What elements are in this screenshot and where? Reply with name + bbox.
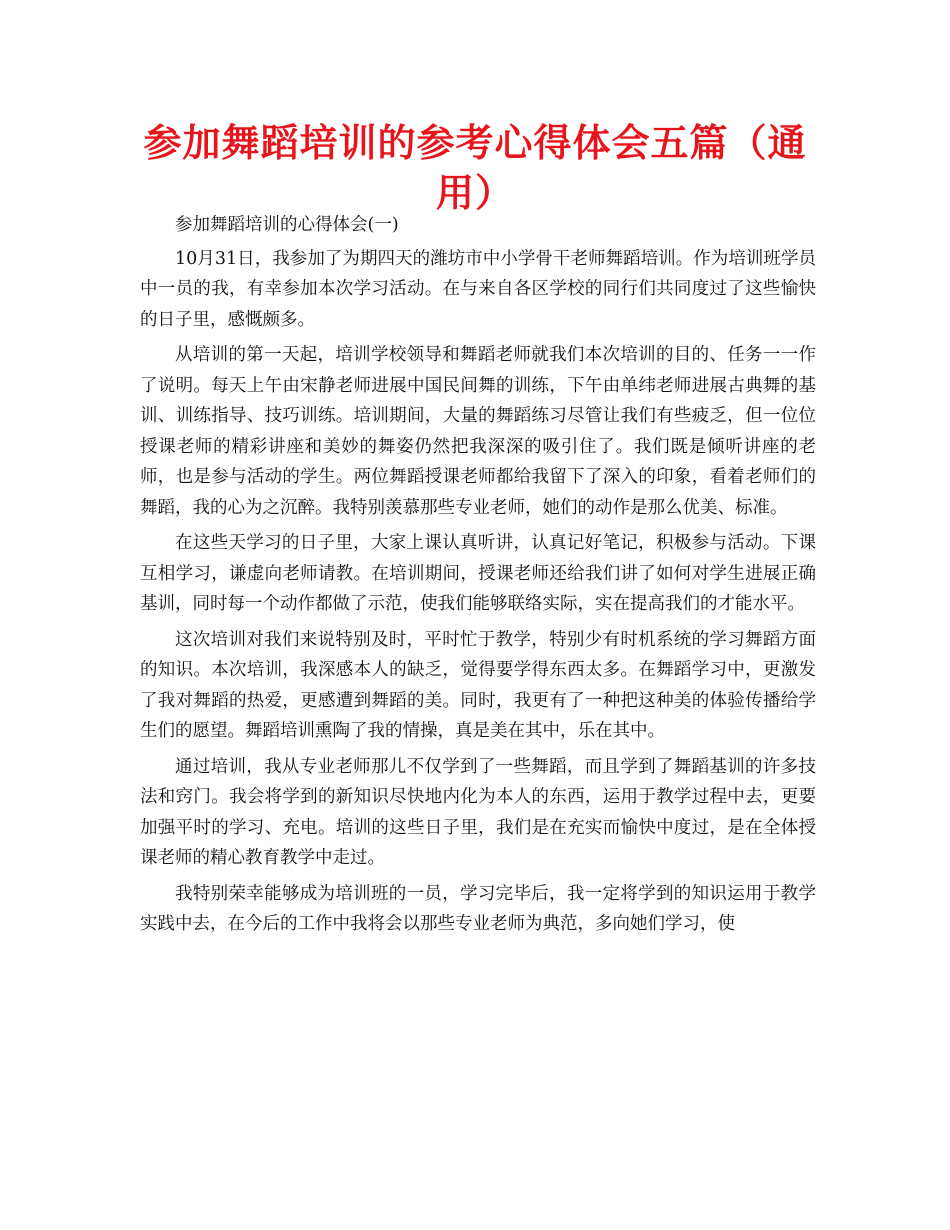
- section-heading: 参加舞蹈培训的心得体会(一): [175, 215, 399, 235]
- document-body: [140, 210, 816, 940]
- paragraph: 在这些天学习的日子里，大家上课认真听讲，认真记好笔记，积极参与活动。下课互相学习，谦虚向老师请教。在培训期间，授课老师还给我们讲了如何对学生进展正确基训，同时每一个动作都做了示范，使我们能够联络实际，实在提高我们的才能水平。: [140, 533, 816, 614]
- paragraph: 从培训的第一天起，培训学校领导和舞蹈老师就我们本次培训的目的、任务一一作了说明。每天上午由宋静老师进展中国民间舞的训练，下午由单纬老师进展古典舞的基训、训练指导、技巧训练。培训期间，大量的舞蹈练习尽管让我们有些疲乏，但一位位授课老师的精彩讲座和美妙的舞姿仍然把我深深的吸引住了。我们既是倾听讲座的老师，也是参与活动的学生。两位舞蹈授课老师都给我留下了深入的印象，看着老师们的舞蹈，我的心为之沉醉。我特别羡慕那些专业老师，她们的动作是那么优美、标准。: [140, 345, 816, 518]
- paragraph: 这次培训对我们来说特别及时，平时忙于教学，特别少有时机系统的学习舞蹈方面的知识。本次培训，我深感本人的缺乏，觉得要学得东西太多。在舞蹈学习中，更激发了我对舞蹈的热爱，更感遭到舞蹈的美。同时，我更有了一种把这种美的体验传播给学生们的愿望。舞蹈培训熏陶了我的情操，真是美在其中，乐在其中。: [140, 629, 816, 741]
- paragraph: 我特别荣幸能够成为培训班的一员，学习完毕后，我一定将学到的知识运用于教学实践中去，在今后的工作中我将会以那些专业老师为典范，多向她们学习，使: [140, 883, 816, 934]
- paragraph: 10月31日，我参加了为期四天的潍坊市中小学骨干老师舞蹈培训。作为培训班学员中一员的我，有幸参加本次学习活动。在与来自各区学校的同行们共同度过了这些愉快的日子里，感慨颇多。: [140, 248, 816, 330]
- document-title: 参加舞蹈培训的参考心得体会五篇（通用）: [143, 121, 807, 215]
- paragraph: 通过培训，我从专业老师那儿不仅学到了一些舞蹈，而且学到了舞蹈基训的许多技法和窍门。我会将学到的新知识尽快地内化为本人的东西，运用于教学过程中去，更要加强平时的学习、充电。培训的这些日子里，我们是在充实而愉快中度过，是在全体授课老师的精心教育教学中走过。: [140, 756, 816, 868]
